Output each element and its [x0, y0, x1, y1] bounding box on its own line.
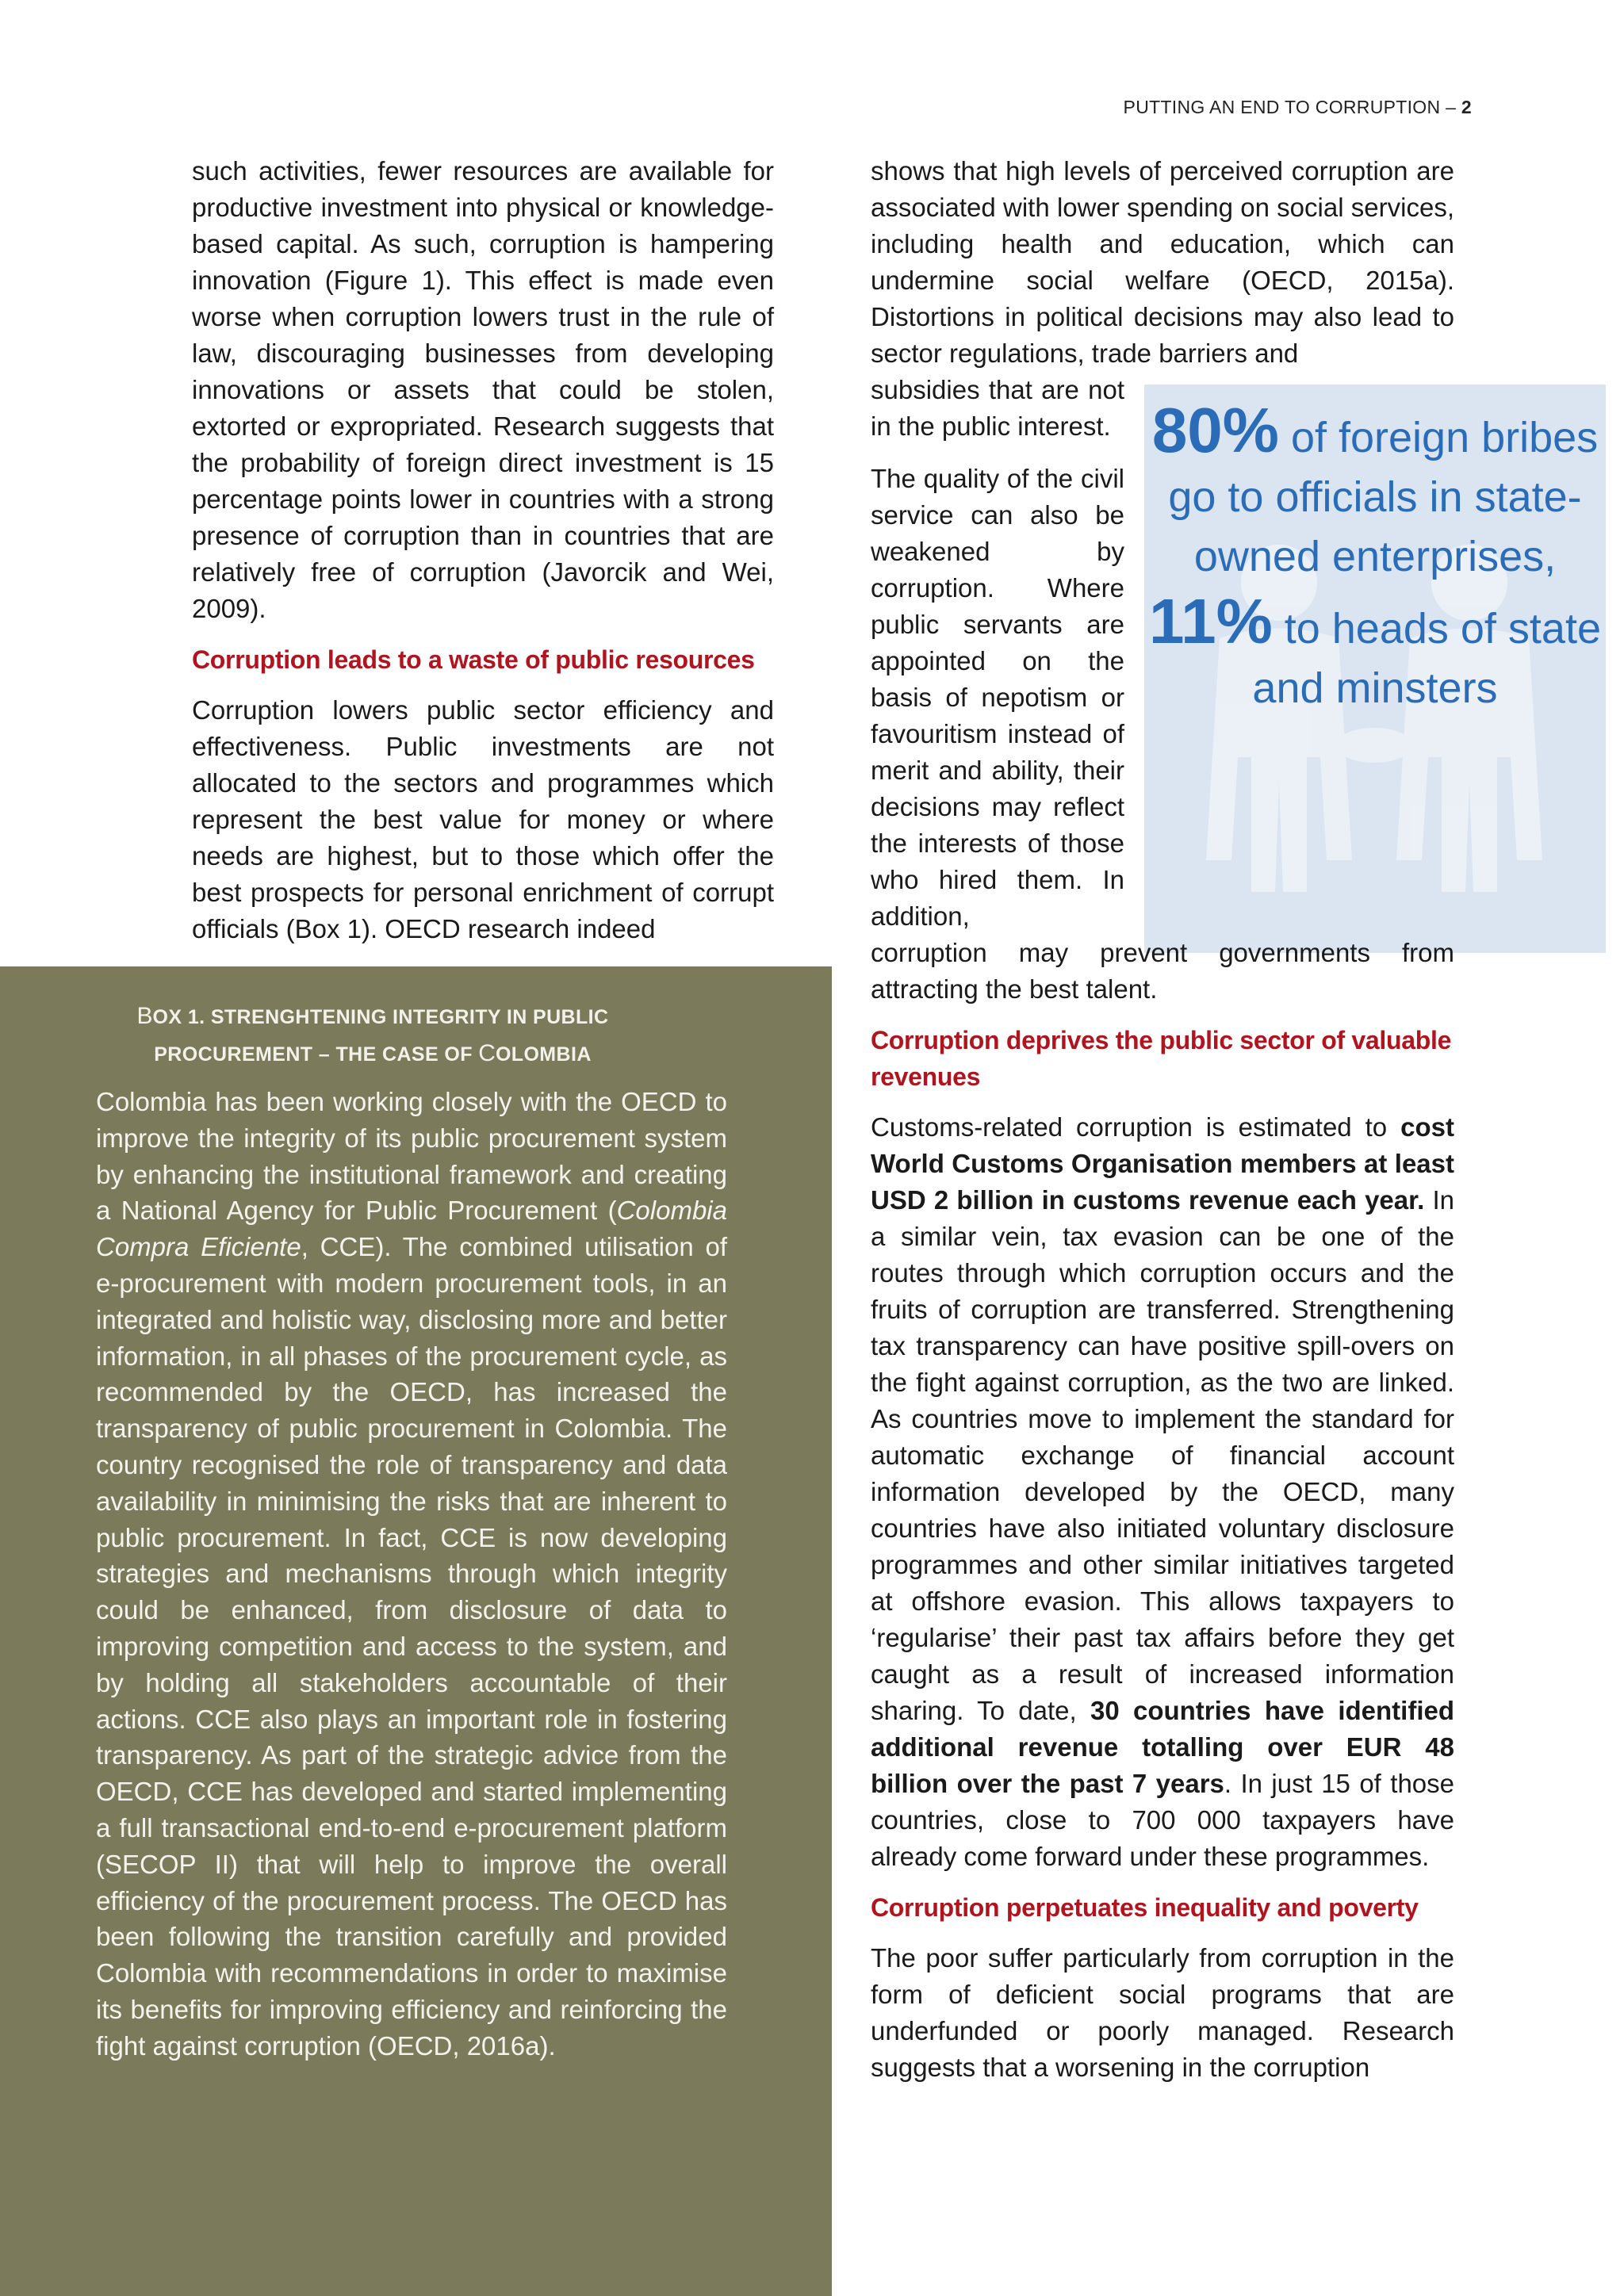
page-number: 2 — [1461, 97, 1472, 117]
stat-80-text: of foreign bribes go to officials in state-owned enterprises, — [1168, 414, 1599, 580]
right-paragraph-2-tail: corruption may prevent governments from attracting the best talent. — [871, 938, 1454, 1004]
right-paragraph-1: shows that high levels of perceived corruption are associated with lower spending on social services, including health and education, which can undermine social welfare (OECD, 2015a). Distortions in political decisions may also lead to sector regulations, trade barriers and — [871, 156, 1454, 368]
agency-name-italic: Colombia Compra Eficiente — [96, 1196, 727, 1262]
right-paragraph-1-wrap: subsidies that are not in the public interest. — [871, 375, 1124, 441]
revenue-identified-highlight: 30 countries have identified additional revenue totalling over EUR 48 billion over the past 7 years — [871, 1696, 1454, 1798]
section-heading-waste: Corruption leads to a waste of public resources — [192, 645, 755, 674]
stat-11-percent: 11% — [1149, 586, 1273, 656]
running-header — [1124, 97, 1472, 118]
box-1-colombia — [0, 966, 832, 2296]
left-paragraph-2: Corruption lowers public sector efficiency and effectiveness. Public investments are not allocated to the sectors and programmes which represent the best value for money or where needs are highest, but to those which offer the best prospects for personal enrichment of corrupt officials (Box 1). OECD research indeed — [192, 695, 774, 943]
right-paragraph-2-wrap: The quality of the civil service can also be weakened by corruption. Where public servants are appointed on the basis of nepotism or favouritism instead of merit and ability, their decisions may reflect the interests of those who hired them. In addition, — [871, 464, 1124, 931]
box-1-title: BOX 1. STRENGHTENING INTEGRITY IN PUBLIC PROCUREMENT – THE CASE OF COLOMBIA — [136, 1003, 609, 1066]
right-column — [871, 153, 1454, 2086]
stat-80-percent: 80% — [1151, 395, 1279, 465]
right-paragraph-3: Customs-related corruption is estimated to cost World Customs Organisation members at least USD 2 billion in customs revenue each year. In a similar vein, tax evasion can be one of the routes through which corruption occurs and the fruits of corruption are transferred. Strengthening tax transparency can have positive spill-overs on the fight against corruption, as the two are linked. As countries move to implement the standard for automatic exchange of financial account information developed by the OECD, many countries have also initiated voluntary disclosure programmes and other similar initiatives targeted at offshore evasion. This allows taxpayers to ‘regularise’ their past tax affairs before they get caught as a result of increased information sharing. To date, 30 countries have identified additional revenue totalling over EUR 48 billion over the past 7 years. In just 15 of those countries, close to 700 000 taxpayers have already come forward under these programmes. — [871, 1112, 1454, 1871]
left-paragraph-1: such activities, fewer resources are available for productive investment into physical or knowledge-based capital. As such, corruption is hampering innovation (Figure 1). This effect is made even worse when corruption lowers trust in the rule of law, discouraging businesses from developing innovations or assets that could be stolen, extorted or expropriated. Research suggests that the probability of foreign direct investment is 15 percentage points lower in countries with a strong presence of corruption than in countries that are relatively free of corruption (Javorcik and Wei, 2009). — [192, 156, 774, 623]
section-heading-inequality: Corruption perpetuates inequality and poverty — [871, 1893, 1419, 1922]
customs-cost-highlight: cost World Customs Organisation members at least USD 2 billion in customs revenue each year. — [871, 1112, 1454, 1215]
section-heading-revenues: Corruption deprives the public sector of valuable revenues — [871, 1026, 1452, 1091]
right-paragraph-4: The poor suffer particularly from corruption in the form of deficient social programs that are underfunded or poorly managed. Research suggests that a worsening in the corruption — [871, 1943, 1454, 2082]
box-1-body: Colombia has been working closely with the OECD to improve the integrity of its public procurement system by enhancing the institutional framework and creating a National Agency for Public Procurement (Colombia Compra Eficiente, CCE). The combined utilisation of e-procurement with modern procurement tools, in an integrated and holistic way, disclosing more and better information, in all phases of the procurement cycle, as recommended by the OECD, has increased the transparency of public procurement in Colombia. The country recognised the role of transparency and data availability in minimising the risks that are inherent to public procurement. In fact, CCE is now developing strategies and mechanisms through which integrity could be enhanced, from disclosure of data to improving competition and access to the system, and by holding all stakeholders accountable of their actions. CCE also plays an important role in fostering transparency. As part of the strategic advice from the OECD, CCE has developed and started implementing a full transactional end-to-end e-procurement platform (SECOP II) that will help to improve the overall efficiency of the procurement process. The OECD has been following the transition carefully and provided Colombia with recommendations in order to maximise its benefits for improving efficiency and reinforcing the fight against corruption (OECD, 2016a). — [96, 1087, 728, 2061]
stat-11-text: to heads of state and minsters — [1252, 605, 1601, 712]
left-column — [192, 153, 774, 947]
header-title: PUTTING AN END TO CORRUPTION – — [1123, 97, 1457, 117]
